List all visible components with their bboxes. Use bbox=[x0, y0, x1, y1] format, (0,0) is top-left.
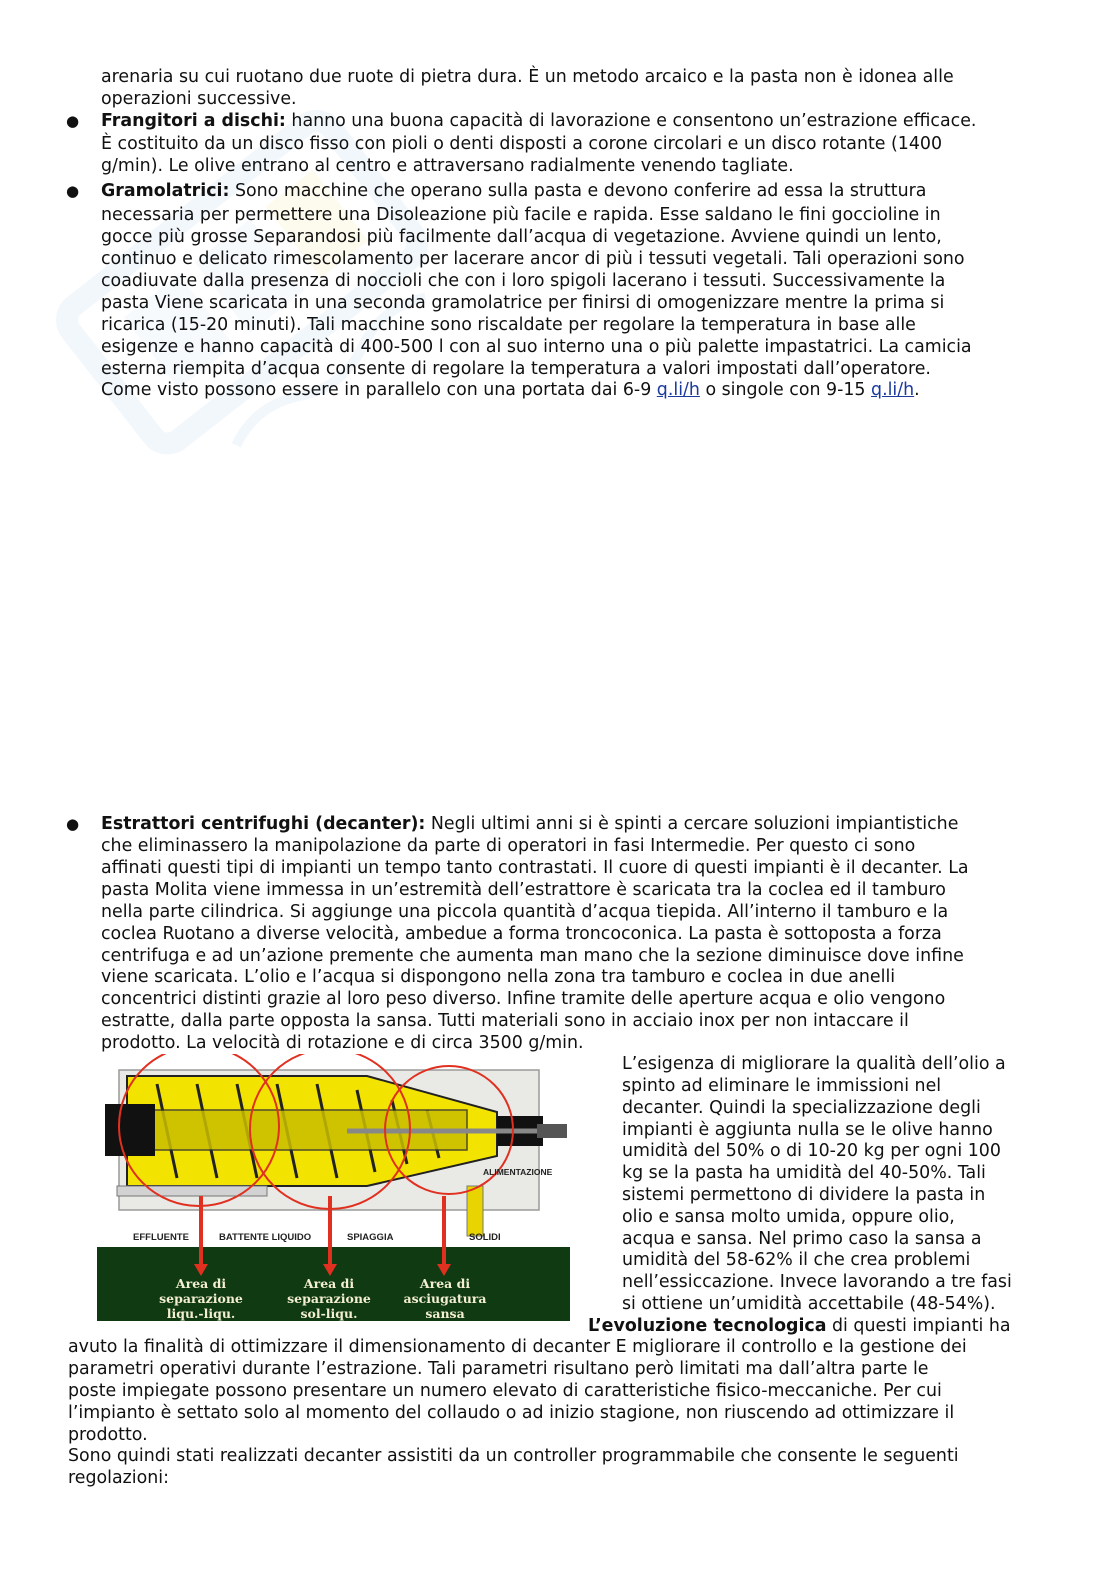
paragraph-line: esigenze e hanno capacità di 400-500 l con al suo interno una o più palette impastatrici. La camicia bbox=[101, 337, 972, 357]
bullet-icon: ● bbox=[66, 112, 80, 130]
paragraph-line: continuo e delicato rimescolamento per lacerare ancor di più i tessuti vegetali. Tali operazioni sono bbox=[101, 249, 965, 269]
paragraph-line: regolazioni: bbox=[68, 1468, 169, 1488]
item-text: hanno una buona capacità di lavorazione e consentono un’estrazione efficace. bbox=[285, 111, 977, 131]
paragraph-line: prodotto. bbox=[68, 1425, 148, 1445]
text-span: di questi impianti ha bbox=[826, 1316, 1011, 1336]
paragraph-line: pasta Molita viene immessa in un’estremità dell’estrattore è scaricata tra la coclea ed il tamburo bbox=[101, 880, 946, 900]
paragraph-line: estratte, dalla parte opposta la sansa. Tutti materiali sono in acciaio inox per non intaccare il bbox=[101, 1011, 909, 1031]
paragraph-line: viene scaricata. L’olio e l’acqua si dispongono nella zona tra tamburo e coclea in due anelli bbox=[101, 967, 896, 987]
list-item-gramolatrici bbox=[101, 181, 926, 203]
paragraph-line: concentrici distinti grazie al loro peso diverso. Infine tramite delle aperture acqua e olio vengono bbox=[101, 989, 946, 1009]
list-item-frangitori bbox=[101, 111, 976, 133]
label-alimentazione: ALIMENTAZIONE bbox=[483, 1167, 553, 1177]
decanter-diagram bbox=[97, 1054, 570, 1321]
paragraph-line: prodotto. La velocità di rotazione e di circa 3500 g/min. bbox=[101, 1033, 584, 1053]
side-text-line: olio e sansa molto umida, oppure olio, bbox=[622, 1207, 955, 1227]
side-text-line: umidità del 50% o di 10-20 kg per ogni 100 bbox=[622, 1141, 1001, 1161]
paragraph-line: arenaria su cui ruotano due ruote di pietra dura. È un metodo arcaico e la pasta non è idonea alle bbox=[101, 67, 954, 87]
caption-line: liqu.-liqu. bbox=[166, 1306, 236, 1321]
caption-line: sol-liqu. bbox=[300, 1306, 358, 1321]
paragraph-line: avuto la finalità di ottimizzare il dimensionamento di decanter E migliorare il controllo e la gestione dei bbox=[68, 1337, 967, 1357]
side-text-line: L’esigenza di migliorare la qualità dell’olio a bbox=[622, 1054, 1006, 1074]
item-text: Sono macchine che operano sulla pasta e devono conferire ad essa la struttura bbox=[229, 181, 927, 201]
paragraph-line: esterna riempita d’acqua consente di regolare la temperatura a valori impostati dall’operatore. bbox=[101, 359, 931, 379]
side-text-line: si ottiene un’umidità accettabile (48-54%). bbox=[622, 1294, 996, 1314]
caption-area-2 bbox=[281, 1276, 377, 1321]
side-text-line: nell’essiccazione. Invece lavorando a tre fasi bbox=[622, 1272, 1012, 1292]
item-text: Negli ultimi anni si è spinti a cercare soluzioni impiantistiche bbox=[425, 814, 959, 834]
caption-line: Area di bbox=[175, 1276, 227, 1291]
label-battente: BATTENTE LIQUIDO bbox=[219, 1232, 312, 1243]
side-text-line: spinto ad eliminare le immissioni nel bbox=[622, 1076, 942, 1096]
caption-area-3 bbox=[397, 1276, 493, 1321]
label-solidi: SOLIDI bbox=[469, 1232, 501, 1243]
side-text-line: umidità del 58-62% il che crea problemi bbox=[622, 1250, 971, 1270]
caption-line: sansa bbox=[425, 1306, 465, 1321]
text-span: Come visto possono essere in parallelo con una portata dai 6-9 bbox=[101, 380, 657, 400]
inline-heading: L’evoluzione tecnologica bbox=[588, 1316, 827, 1336]
label-effluente: EFFLUENTE bbox=[133, 1232, 189, 1243]
caption-area-1 bbox=[153, 1276, 249, 1321]
side-text-line: kg se la pasta ha umidità del 40-50%. Tali bbox=[622, 1163, 986, 1183]
bullet-icon: ● bbox=[66, 815, 80, 833]
paragraph-evoluzione-start bbox=[588, 1316, 1011, 1338]
item-title: Gramolatrici: bbox=[101, 181, 230, 201]
link-qli-h[interactable]: q.li/h bbox=[656, 380, 700, 400]
bullet-icon: ● bbox=[66, 182, 80, 200]
paragraph-line: Sono quindi stati realizzati decanter assistiti da un controller programmabile che consente le seguenti bbox=[68, 1446, 959, 1466]
list-item-estrattori bbox=[101, 814, 958, 836]
caption-line: separazione bbox=[159, 1291, 243, 1306]
paragraph-line: parametri operativi durante l’estrazione. Tali parametri risultano però limitati ma dall’altra parte le bbox=[68, 1359, 929, 1379]
side-text-line: decanter. Quindi la specializzazione degli bbox=[622, 1098, 981, 1118]
side-text-line: impianti è aggiunta nulla se le olive hanno bbox=[622, 1120, 993, 1140]
paragraph-line: che eliminassero la manipolazione da parte di operatori in fasi Intermedie. Per questo ci sono bbox=[101, 836, 916, 856]
paragraph-line: pasta Viene scaricata in una seconda gramolatrice per finirsi di omogenizzare mentre la prima si bbox=[101, 293, 945, 313]
item-title: Estrattori centrifughi (decanter): bbox=[101, 814, 426, 834]
caption-line: asciugatura bbox=[403, 1291, 487, 1306]
paragraph-line: coclea Ruotano a diverse velocità, ambedue a forma troncoconica. La pasta è sottoposta a forza bbox=[101, 924, 942, 944]
caption-line: Area di bbox=[419, 1276, 471, 1291]
label-spiaggia: SPIAGGIA bbox=[347, 1232, 394, 1243]
text-span: . bbox=[914, 380, 920, 400]
text-span: o singole con 9-15 bbox=[699, 380, 872, 400]
paragraph-line: l’impianto è settato solo al momento del collaudo o ad inizio stagione, non riuscendo ad ottimizzare il bbox=[68, 1403, 955, 1423]
paragraph-line: affinati questi tipi di impianti un tempo tanto contrastati. Il cuore di questi impianti è il decanter. La bbox=[101, 858, 969, 878]
side-text-line: acqua e sansa. Nel primo caso la sansa a bbox=[622, 1229, 982, 1249]
paragraph-line: centrifuga e ad un’azione premente che aumenta man mano che la sezione diminuisce dove infine bbox=[101, 946, 964, 966]
paragraph-line: ricarica (15-20 minuti). Tali macchine sono riscaldate per regolare la temperatura in base alle bbox=[101, 315, 916, 335]
caption-line: Area di bbox=[303, 1276, 355, 1291]
item-title: Frangitori a dischi: bbox=[101, 111, 286, 131]
paragraph-line: operazioni successive. bbox=[101, 89, 297, 109]
link-qli-h[interactable]: q.li/h bbox=[871, 380, 915, 400]
side-text-line: sistemi permettono di dividere la pasta in bbox=[622, 1185, 986, 1205]
caption-line: separazione bbox=[287, 1291, 371, 1306]
paragraph-line: coadiuvate dalla presenza di noccioli che con i loro spigoli lacerano i tessuti. Successivamente la bbox=[101, 271, 946, 291]
paragraph-line: poste impiegate possono presentare un numero elevato di caratteristiche fisico-meccaniche. Per cui bbox=[68, 1381, 942, 1401]
paragraph-line bbox=[101, 380, 920, 402]
paragraph-line: È costituito da un disco fisso con pioli o denti disposti a corone circolari e un disco rotante (1400 bbox=[101, 134, 943, 154]
paragraph-line: nella parte cilindrica. Si aggiunge una piccola quantità d’acqua tiepida. All’interno il tamburo e la bbox=[101, 902, 949, 922]
paragraph-line: necessaria per permettere una Disoleazione più facile e rapida. Esse saldano le fini goccioline in bbox=[101, 205, 941, 225]
paragraph-line: g/min). Le olive entrano al centro e attraversano radialmente venendo tagliate. bbox=[101, 156, 794, 176]
paragraph-line: gocce più grosse Separandosi più facilmente dall’acqua di vegetazione. Avviene quindi un lento, bbox=[101, 227, 942, 247]
